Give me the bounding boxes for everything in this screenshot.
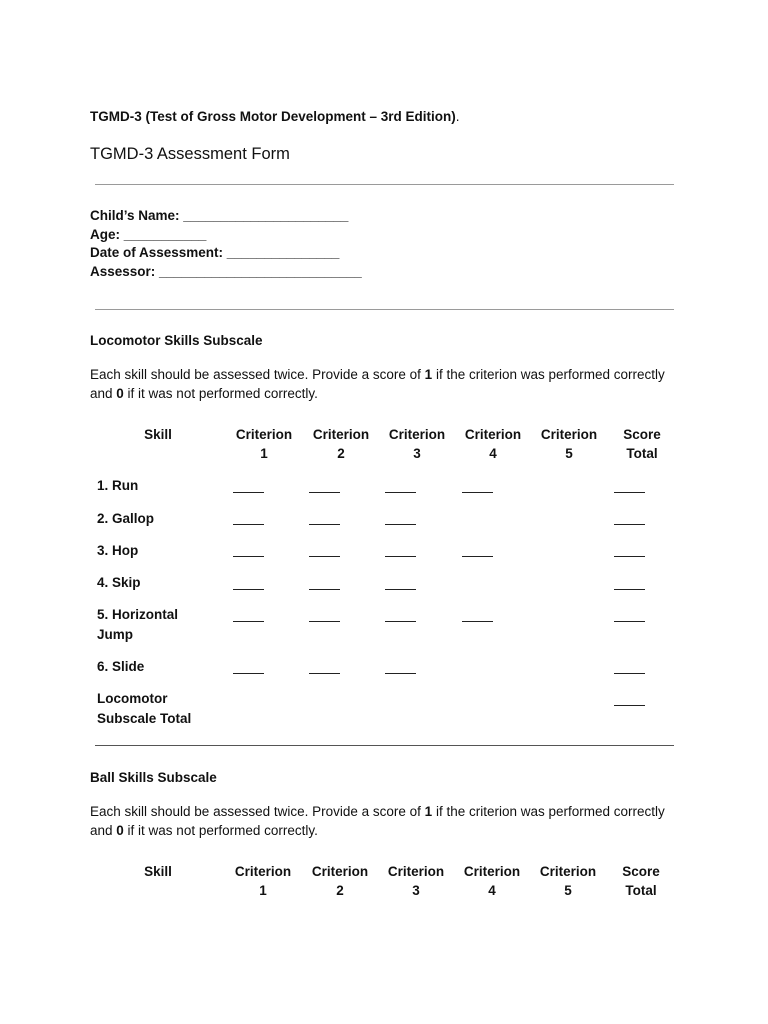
header-score-total — [607, 426, 677, 463]
header-label: Criterion — [539, 864, 597, 879]
skill-label: 3. Hop — [97, 543, 139, 558]
header-number: 1 — [259, 882, 267, 898]
skill-label: 5. Horizontal — [97, 607, 179, 622]
divider-2 — [95, 309, 674, 310]
score-blank[interactable] — [233, 589, 264, 590]
header-criterion-1 — [229, 426, 299, 463]
score-blank[interactable] — [309, 589, 340, 590]
child-info-fields — [90, 207, 362, 282]
header-number: 3 — [412, 882, 420, 898]
score-blank[interactable] — [309, 524, 340, 525]
header-criterion-3 — [382, 426, 452, 463]
header-number: 2 — [337, 445, 345, 461]
test-name-period: . — [455, 109, 460, 124]
instr-score-zero: 0 — [116, 822, 124, 838]
skill-label-line2: Jump — [97, 626, 134, 642]
ball-section-title: Ball Skills Subscale — [90, 770, 217, 785]
score-blank[interactable] — [462, 556, 493, 557]
age-field[interactable]: Age: ___________ — [90, 226, 207, 242]
header-skill — [123, 863, 193, 882]
score-blank[interactable] — [385, 589, 416, 590]
header-number: 2 — [336, 882, 344, 898]
score-total-blank[interactable] — [614, 492, 645, 493]
skill-run — [97, 476, 217, 496]
score-total-blank[interactable] — [614, 589, 645, 590]
header-label: Criterion — [464, 427, 522, 442]
header-label: Score — [623, 427, 661, 442]
skill-slide — [97, 657, 217, 677]
date-field[interactable]: Date of Assessment: _______________ — [90, 245, 340, 261]
score-total-blank[interactable] — [614, 524, 645, 525]
header-label: Criterion — [311, 864, 369, 879]
score-total-blank[interactable] — [614, 556, 645, 557]
skill-gallop — [97, 509, 217, 529]
instr-score-one: 1 — [424, 367, 433, 382]
header-label: Skill — [144, 427, 172, 442]
header-number: 4 — [489, 445, 497, 461]
header-label: Total — [626, 445, 658, 461]
instr-text: if the criterion was performed correctly and — [90, 367, 665, 401]
header-label: Criterion — [234, 864, 292, 879]
header-skill — [123, 426, 193, 445]
header-number: 1 — [260, 445, 268, 461]
header-criterion-3 — [381, 863, 451, 900]
subscale-total-blank[interactable] — [614, 705, 645, 706]
score-blank[interactable] — [233, 556, 264, 557]
score-blank[interactable] — [233, 621, 264, 622]
score-blank[interactable] — [233, 524, 264, 525]
score-total-blank[interactable] — [614, 673, 645, 674]
skill-label: 4. Skip — [97, 575, 141, 590]
header-label: Criterion — [388, 427, 446, 442]
score-blank[interactable] — [385, 621, 416, 622]
instr-text: Each skill should be assessed twice. Provide a score of — [90, 804, 425, 819]
skill-label: 6. Slide — [97, 659, 145, 674]
header-criterion-4 — [457, 863, 527, 900]
header-criterion-5 — [533, 863, 603, 900]
header-criterion-2 — [306, 426, 376, 463]
header-criterion-2 — [305, 863, 375, 900]
skill-horizontal-jump — [97, 605, 217, 644]
header-label: Total — [625, 882, 657, 898]
score-blank[interactable] — [385, 673, 416, 674]
instr-score-one: 1 — [424, 804, 433, 819]
skill-label: 2. Gallop — [97, 511, 155, 526]
assessor-field[interactable]: Assessor: ___________________________ — [90, 264, 362, 280]
instr-text: Each skill should be assessed twice. Provide a score of — [90, 367, 425, 382]
header-score-total — [606, 863, 676, 900]
divider-3 — [95, 745, 674, 746]
skill-hop — [97, 541, 217, 561]
score-blank[interactable] — [385, 492, 416, 493]
header-label: Criterion — [387, 864, 445, 879]
score-blank[interactable] — [309, 673, 340, 674]
skill-label: Locomotor — [97, 691, 168, 706]
skill-label: 1. Run — [97, 478, 139, 493]
form-title: TGMD-3 Assessment Form — [90, 145, 290, 163]
divider-1 — [95, 184, 674, 185]
header-number: 4 — [488, 882, 496, 898]
score-blank[interactable] — [462, 621, 493, 622]
header-label: Criterion — [463, 864, 521, 879]
child-name-field[interactable]: Child’s Name: ______________________ — [90, 208, 349, 223]
instr-text: if it was not performed correctly. — [123, 385, 318, 401]
header-number: 5 — [564, 882, 572, 898]
header-label: Skill — [144, 864, 172, 879]
instr-score-zero: 0 — [116, 385, 124, 401]
score-total-blank[interactable] — [614, 621, 645, 622]
score-blank[interactable] — [309, 492, 340, 493]
header-label: Score — [622, 864, 660, 879]
score-blank[interactable] — [462, 492, 493, 493]
header-label: Criterion — [540, 427, 598, 442]
header-criterion-4 — [458, 426, 528, 463]
skill-label-line2: Subscale Total — [97, 710, 192, 726]
locomotor-subscale-total — [97, 689, 217, 728]
instr-text: if the criterion was performed correctly and — [90, 804, 665, 838]
header-number: 5 — [565, 445, 573, 461]
locomotor-instructions — [90, 366, 690, 403]
score-blank[interactable] — [309, 556, 340, 557]
score-blank[interactable] — [309, 621, 340, 622]
locomotor-section-title: Locomotor Skills Subscale — [90, 333, 263, 348]
header-label: Criterion — [312, 427, 370, 442]
score-blank[interactable] — [233, 492, 264, 493]
test-name-heading — [90, 109, 460, 124]
header-criterion-1 — [228, 863, 298, 900]
score-blank[interactable] — [385, 524, 416, 525]
score-blank[interactable] — [233, 673, 264, 674]
header-label: Criterion — [235, 427, 293, 442]
skill-skip — [97, 573, 217, 593]
score-blank[interactable] — [385, 556, 416, 557]
header-criterion-5 — [534, 426, 604, 463]
instr-text: if it was not performed correctly. — [123, 822, 318, 838]
test-name-text: TGMD-3 (Test of Gross Motor Development – 3rd Edition) — [90, 109, 456, 124]
ball-instructions — [90, 803, 690, 840]
header-number: 3 — [413, 445, 421, 461]
